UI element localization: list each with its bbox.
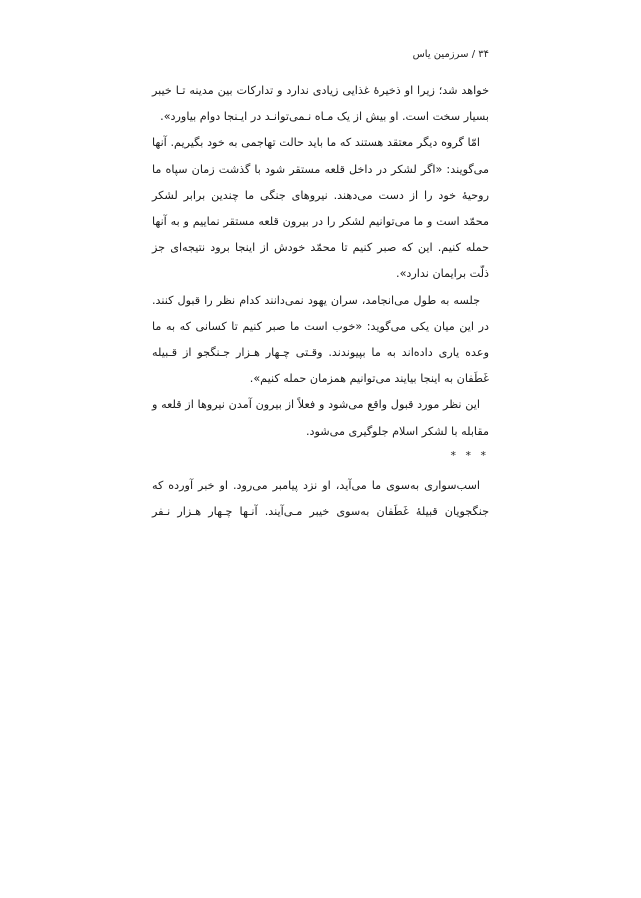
paragraph: امّا گروه دیگر معتقد هستند که ما باید حالت تهاجمی به خود بگیریم. آنها می‌گویند: «اگر لشکر در داخل قلعه مستقر شود با گذشت زمان سپاه ما روحیهٔ خود را از دست می‌دهند. نیروهای جنگی ما چندین برابر لشکر محمّد است و ما می‌توانیم لشکر را در بیرون قلعه مستقر نماییم و به آنها حمله کنیم. این که صبر کنیم تا محمّد خودش از اینجا برود نتیجه‌ای جز ذلّت برایمان ندارد». [152, 136, 489, 281]
paragraph-continuation: خواهد شد؛ زیرا او ذخیرهٔ غذایی زیادی ندارد و تدارکات بین مدینه تـا خیبر بسیار سخت است. او بیش از یک مـاه نـمی‌توانـد در ایـنجا دوام بیاورد». [152, 84, 489, 124]
paragraph: این نظر مورد قبول واقع می‌شود و فعلاً از بیرون آمدن نیروها از قلعه و مقابله با لشکر اسلام جلوگیری می‌شود. [152, 398, 489, 438]
paragraph: اسب‌سواری به‌سوی ما می‌آید، او نزد پیامبر می‌رود. او خبر آورده که جنگجویان قبیلهٔ غَطَفان به‌سوی خیبر مـی‌آیند. آنـها چـهار هـزار نـفر [152, 478, 489, 519]
running-head: ۳۴ / سرزمین یاس [412, 49, 489, 60]
paragraph: جلسه به طول می‌انجامد، سران یهود نمی‌دانند کدام نظر را قبول کنند. در این میان یکی می‌گوید: «خوب است ما صبر کنیم تا کسانی که به ما وعده یاری داده‌اند به ما بپیوندند. وقـتی چـهار هـزار جـنگجو از قـبیله غَطَفان به اینجا بیایند می‌توانیم همزمان حمله کنیم». [152, 293, 489, 386]
page-body [152, 78, 489, 525]
section-separator: * * * [450, 448, 489, 462]
